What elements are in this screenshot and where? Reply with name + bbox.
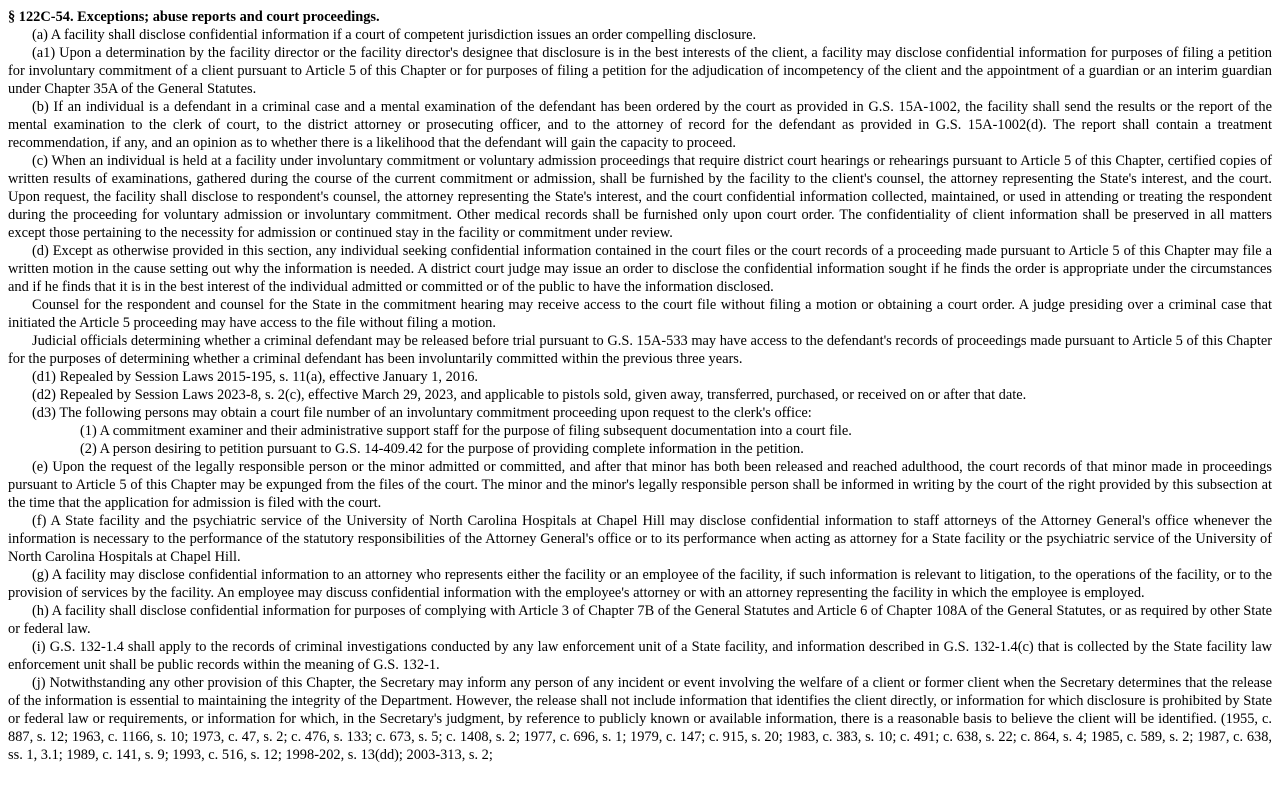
- paragraph: (g) A facility may disclose confidential information to an attorney who represents either the facility or an employee of the facility, if such information is relevant to litigation, to the operations of the facility, or to the provision of services by the facility. An employee may discuss confidential information with the employee's attorney or with an attorney representing the facility in which the employee is employed.: [8, 567, 1272, 601]
- paragraph: (d3) The following persons may obtain a court file number of an involuntary commitment proceeding upon request to the clerk's office:: [32, 405, 812, 421]
- paragraph: (c) When an individual is held at a facility under involuntary commitment or voluntary admission proceedings that require district court hearings or rehearings pursuant to Article 5 of this Chapter, certified copies of written results of examinations, gathered during the course of the current commitment or admission, shall be furnished by the facility to the client's counsel, the attorney representing the State's interest, and the court. Upon request, the facility shall disclose to respondent's counsel, the attorney representing the State's interest, and the court confidential information collected, maintained, or used in attending or treating the respondent during the proceeding for voluntary admission or involuntary commitment. Other medical records shall be furnished only upon court order. The confidentiality of client information shall be preserved in all matters except those pertaining to the necessity for admission or continued stay in the facility or commitment under review.: [8, 153, 1272, 241]
- paragraph: (e) Upon the request of the legally responsible person or the minor admitted or committed, and after that minor has both been released and reached adulthood, the court records of that minor made in proceedings pursuant to Article 5 of this Chapter may be expunged from the files of the court. The minor and the minor's legally responsible person shall be informed in writing by the court of the right provided by this subsection at the time that the application for admission is filed with the court.: [8, 459, 1272, 511]
- section-body: [8, 26, 1272, 764]
- list-item: (2) A person desiring to petition pursuant to G.S. 14-409.42 for the purpose of providing complete information in the petition.: [80, 441, 804, 457]
- paragraph: Counsel for the respondent and counsel for the State in the commitment hearing may receive access to the court file without filing a motion or obtaining a court order. A judge presiding over a criminal case that initiated the Article 5 proceeding may have access to the file without filing a motion.: [8, 297, 1272, 331]
- section-title: § 122C-54. Exceptions; abuse reports and court proceedings.: [8, 9, 380, 25]
- paragraph: (a1) Upon a determination by the facility director or the facility director's designee that disclosure is in the best interests of the client, a facility may disclose confidential information for purposes of filing a petition for involuntary commitment of a client pursuant to Article 5 of this Chapter or for purposes of filing a petition for the adjudication of incompetency of the client and the appointment of a guardian or an interim guardian under Chapter 35A of the General Statutes.: [8, 45, 1272, 97]
- paragraph: Judicial officials determining whether a criminal defendant may be released before trial pursuant to G.S. 15A-533 may have access to the defendant's records of proceedings made pursuant to Article 5 of this Chapter for the purposes of determining whether a criminal defendant has been involuntarily committed within the previous three years.: [8, 333, 1272, 367]
- paragraph: (d) Except as otherwise provided in this section, any individual seeking confidential information contained in the court files or the court records of a proceeding made pursuant to Article 5 of this Chapter may file a written motion in the cause setting out why the information is needed. A district court judge may issue an order to disclose the confidential information sought if he finds the order is appropriate under the circumstances and if he finds that it is in the best interest of the individual admitted or committed or of the public to have the information disclosed.: [8, 243, 1272, 295]
- list-item: (1) A commitment examiner and their administrative support staff for the purpose of filing subsequent documentation into a court file.: [80, 423, 852, 439]
- paragraph: (i) G.S. 132-1.4 shall apply to the records of criminal investigations conducted by any law enforcement unit of a State facility, and information described in G.S. 132-1.4(c) that is collected by the State facility law enforcement unit shall be public records within the meaning of G.S. 132-1.: [8, 639, 1272, 673]
- paragraph: (h) A facility shall disclose confidential information for purposes of complying with Article 3 of Chapter 7B of the General Statutes and Article 6 of Chapter 108A of the General Statutes, or as required by other State or federal law.: [8, 603, 1272, 637]
- paragraph: (b) If an individual is a defendant in a criminal case and a mental examination of the defendant has been ordered by the court as provided in G.S. 15A-1002, the facility shall send the results or the report of the mental examination to the clerk of court, to the district attorney or prosecuting officer, and to the attorney of record for the defendant as provided in G.S. 15A-1002(d). The report shall contain a treatment recommendation, if any, and an opinion as to whether there is a likelihood that the defendant will gain the capacity to proceed.: [8, 99, 1272, 151]
- paragraph: (j) Notwithstanding any other provision of this Chapter, the Secretary may inform any person of any incident or event involving the welfare of a client or former client when the Secretary determines that the release of the information is essential to maintaining the integrity of the Department. However, the release shall not include information that identifies the client directly, or information for which disclosure is prohibited by State or federal law or requirements, or information for which, in the Secretary's judgment, by reference to publicly known or available information, there is a reasonable basis to believe the client will be identified. (1955, c. 887, s. 12; 1963, c. 1166, s. 10; 1973, c. 47, s. 2; c. 476, s. 133; c. 673, s. 5; c. 1408, s. 2; 1977, c. 696, s. 1; 1979, c. 147; c. 915, s. 20; 1983, c. 383, s. 10; c. 491; c. 638, s. 22; c. 864, s. 4; 1985, c. 589, s. 2; 1987, c. 638, ss. 1, 3.1; 1989, c. 141, s. 9; 1993, c. 516, s. 12; 1998-202, s. 13(dd); 2003-313, s. 2;: [8, 675, 1272, 763]
- paragraph: (d1) Repealed by Session Laws 2015-195, s. 11(a), effective January 1, 2016.: [32, 369, 478, 385]
- paragraph: (d2) Repealed by Session Laws 2023-8, s. 2(c), effective March 29, 2023, and applicable to pistols sold, given away, transferred, purchased, or received on or after that date.: [32, 387, 1027, 403]
- paragraph: (a) A facility shall disclose confidential information if a court of competent jurisdiction issues an order compelling disclosure.: [32, 27, 757, 43]
- paragraph: (f) A State facility and the psychiatric service of the University of North Carolina Hospitals at Chapel Hill may disclose confidential information to staff attorneys of the Attorney General's office whenever the information is necessary to the performance of the statutory responsibilities of the Attorney General's office or to its performance when acting as attorney for a State facility or the psychiatric service of the University of North Carolina Hospitals at Chapel Hill.: [8, 513, 1272, 565]
